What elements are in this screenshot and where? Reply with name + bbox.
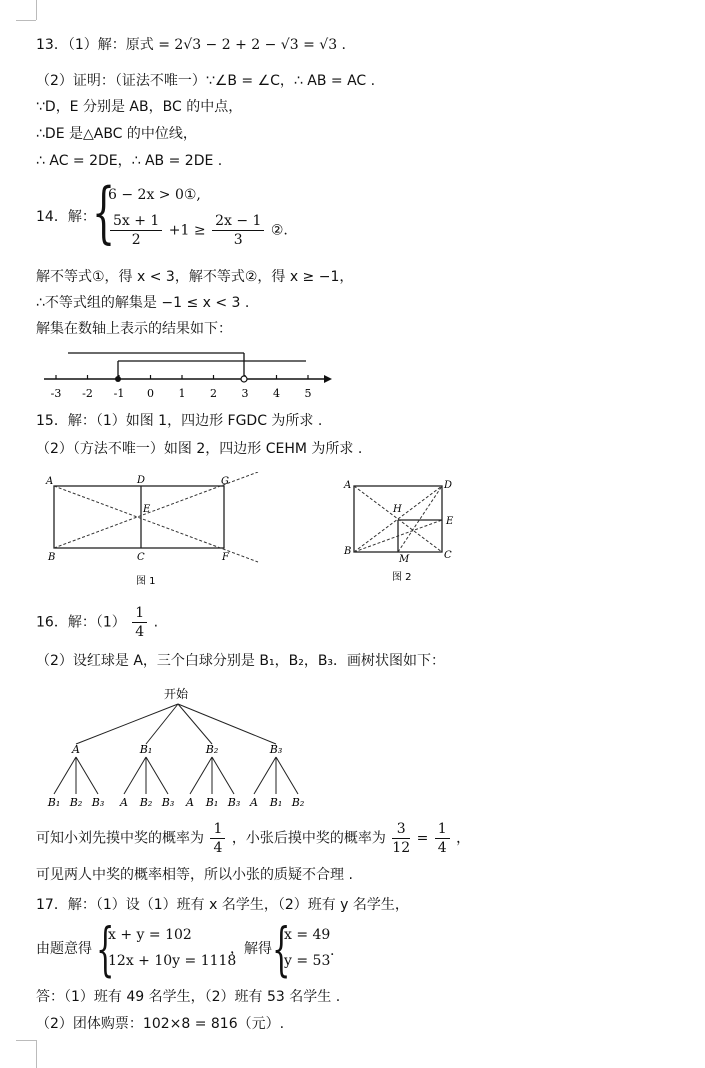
- q14-label: 14．解：: [36, 209, 96, 225]
- corner-mark-top-h: [16, 20, 36, 21]
- q13-line4: ∴DE 是△ABC 的中位线，: [36, 126, 197, 142]
- tick-label: -3: [50, 387, 62, 400]
- fig1-caption: 图 1: [136, 576, 156, 587]
- q16-label: 16．解：（1）: [36, 614, 126, 631]
- tree-leaf: B₃: [161, 796, 175, 809]
- q14-line2: ∴不等式组的解集是 −1 ≤ x < 3 .: [36, 295, 250, 311]
- tick-label: -2: [82, 387, 93, 400]
- q16-frac-den: 4: [135, 624, 145, 640]
- q17-l2-prefix: 由题意得: [36, 941, 92, 957]
- q17-sys2-a: x = 49: [284, 927, 331, 943]
- tree-node-level1: A: [72, 743, 80, 756]
- fig1-label-e: E: [143, 504, 151, 515]
- figure-2: [338, 474, 468, 586]
- q13-label: 13．（1）解：原式: [36, 37, 154, 53]
- q14-frac-b-den: 3: [233, 232, 243, 248]
- tree-leaf: B₂: [69, 796, 83, 809]
- q15-line1: 15．解：（1）如图 1，四边形 FGDC 为所求 .: [36, 413, 323, 429]
- tree-leaf: B₃: [91, 796, 105, 809]
- q17-line4: （2）团体购票：102×8 = 816（元）.: [36, 1016, 285, 1032]
- q17-line3: 答：（1）班有 49 名学生，（2）班有 53 名学生 .: [36, 989, 341, 1005]
- q14-eq2-mid: +1 ≥: [168, 222, 206, 239]
- q17-l2-tail: .: [330, 943, 335, 959]
- q14-frac-b-num: 2x − 1: [212, 212, 264, 231]
- q16-p3-den: 4: [437, 840, 447, 856]
- corner-mark-bottom-h: [16, 1040, 36, 1041]
- q14-inequality-2: [108, 212, 288, 249]
- q14-frac-a-num: 5x + 1: [110, 212, 162, 231]
- q16-p1-num: 1: [210, 820, 225, 839]
- tree-leaf: A: [250, 796, 258, 809]
- q16-p2-num: 3: [392, 820, 410, 839]
- tree-leaf: B₂: [291, 796, 305, 809]
- q16-p3-num: 1: [435, 820, 450, 839]
- q17-sys1-b: 12x + 10y = 1118: [108, 953, 237, 969]
- tree-leaf: A: [120, 796, 128, 809]
- fig2-caption: 图 2: [392, 572, 412, 583]
- tick-label: 5: [304, 387, 312, 400]
- axis-arrow-icon: [324, 375, 332, 383]
- q16-frac-num: 1: [132, 604, 147, 623]
- q16-line4: 可见两人中奖的概率相等，所以小张的质疑不合理 .: [36, 867, 353, 883]
- q16-p1-den: 4: [213, 840, 223, 856]
- tree-leaf: A: [186, 796, 194, 809]
- q16-l3-c: ，: [456, 830, 471, 847]
- fig2-label-m: M: [399, 554, 410, 565]
- corner-mark-top: [36, 0, 37, 20]
- q14-line3: 解集在数轴上表示的结果如下：: [36, 321, 232, 337]
- q17-l2-mid: ，解得: [230, 941, 272, 957]
- fig1-label-d: D: [137, 475, 146, 486]
- tick-label: 2: [210, 387, 217, 400]
- q16-equals: =: [416, 830, 429, 847]
- corner-mark-bottom: [36, 1040, 37, 1068]
- q13-line3: ∵D，E 分别是 AB，BC 的中点，: [36, 99, 243, 115]
- fig1-label-g: G: [221, 476, 229, 487]
- q14-inequality-1: 6 − 2x > 0①,: [108, 187, 201, 203]
- q17-brace-1: {: [96, 915, 115, 983]
- tree-leaf: B₁: [205, 796, 219, 809]
- fig2-label-e: E: [446, 516, 454, 527]
- tree-node-level1: B₁: [139, 743, 153, 756]
- fig1-label-f: F: [222, 552, 229, 563]
- open-dot-3: [241, 376, 247, 382]
- tree-root: 开始: [164, 687, 189, 701]
- fig1-label-a: A: [46, 476, 54, 487]
- tree-node-level1: B₃: [269, 743, 283, 756]
- q14-system-brace: {: [92, 174, 116, 251]
- q17-sys2-b: y = 53: [284, 953, 331, 969]
- q16-p2-den: 12: [392, 840, 411, 856]
- tree-leaf: B₁: [47, 796, 61, 809]
- q15-line2: （2）（方法不唯一）如图 2，四边形 CEHM 为所求 .: [36, 441, 363, 457]
- q17-brace-2: {: [272, 915, 291, 983]
- q16-line1: [36, 604, 158, 641]
- q17-sys1-a: x + y = 102: [108, 927, 192, 943]
- tree-leaf: B₁: [269, 796, 283, 809]
- q13-line2: （2）证明：（证法不唯一）∵∠B = ∠C，∴ AB = AC .: [36, 73, 376, 89]
- figure-1: [40, 472, 272, 590]
- q13-line1: [36, 36, 346, 54]
- q16-line3: [36, 820, 470, 857]
- q17-line1: 17．解：（1）设（1）班有 x 名学生，（2）班有 y 名学生，: [36, 897, 409, 913]
- fig2-label-h: H: [393, 504, 402, 515]
- tree-leaf: B₂: [139, 796, 153, 809]
- fig1-label-b: B: [48, 552, 56, 563]
- q16-l3-b: ，小张后摸中奖的概率为: [231, 830, 386, 847]
- tree-leaf: B₃: [227, 796, 241, 809]
- tick-label: 3: [241, 387, 249, 400]
- tick-label: -1: [113, 387, 125, 400]
- tick-label: 1: [178, 387, 186, 400]
- number-line-figure: [36, 345, 346, 403]
- tick-label: 0: [147, 387, 154, 400]
- fig2-label-c: C: [444, 550, 452, 561]
- q13-line5: ∴ AC = 2DE，∴ AB = 2DE .: [36, 153, 223, 169]
- tree-diagram: [36, 684, 336, 816]
- q13-expression: = 2√3 − 2 + 2 − √3 = √3 .: [158, 37, 346, 53]
- fig2-label-b: B: [344, 546, 352, 557]
- fig1-label-c: C: [137, 552, 145, 563]
- q16-line2: （2）设红球是 A，三个白球分别是 B₁，B₂，B₃．画树状图如下：: [36, 653, 446, 669]
- tree-node-level1: B₂: [205, 743, 219, 756]
- q14-frac-a-den: 2: [131, 232, 141, 248]
- q14-eq2-tail: ②.: [270, 222, 288, 239]
- fig2-label-d: D: [444, 480, 453, 491]
- q14-line1: 解不等式①，得 x < 3，解不等式②，得 x ≥ −1，: [36, 269, 354, 285]
- q16-l3-a: 可知小刘先摸中奖的概率为: [36, 830, 204, 847]
- solid-dot-minus-1: [115, 376, 121, 382]
- tick-label: 4: [273, 387, 280, 400]
- q16-period: .: [153, 614, 159, 631]
- fig2-label-a: A: [344, 480, 352, 491]
